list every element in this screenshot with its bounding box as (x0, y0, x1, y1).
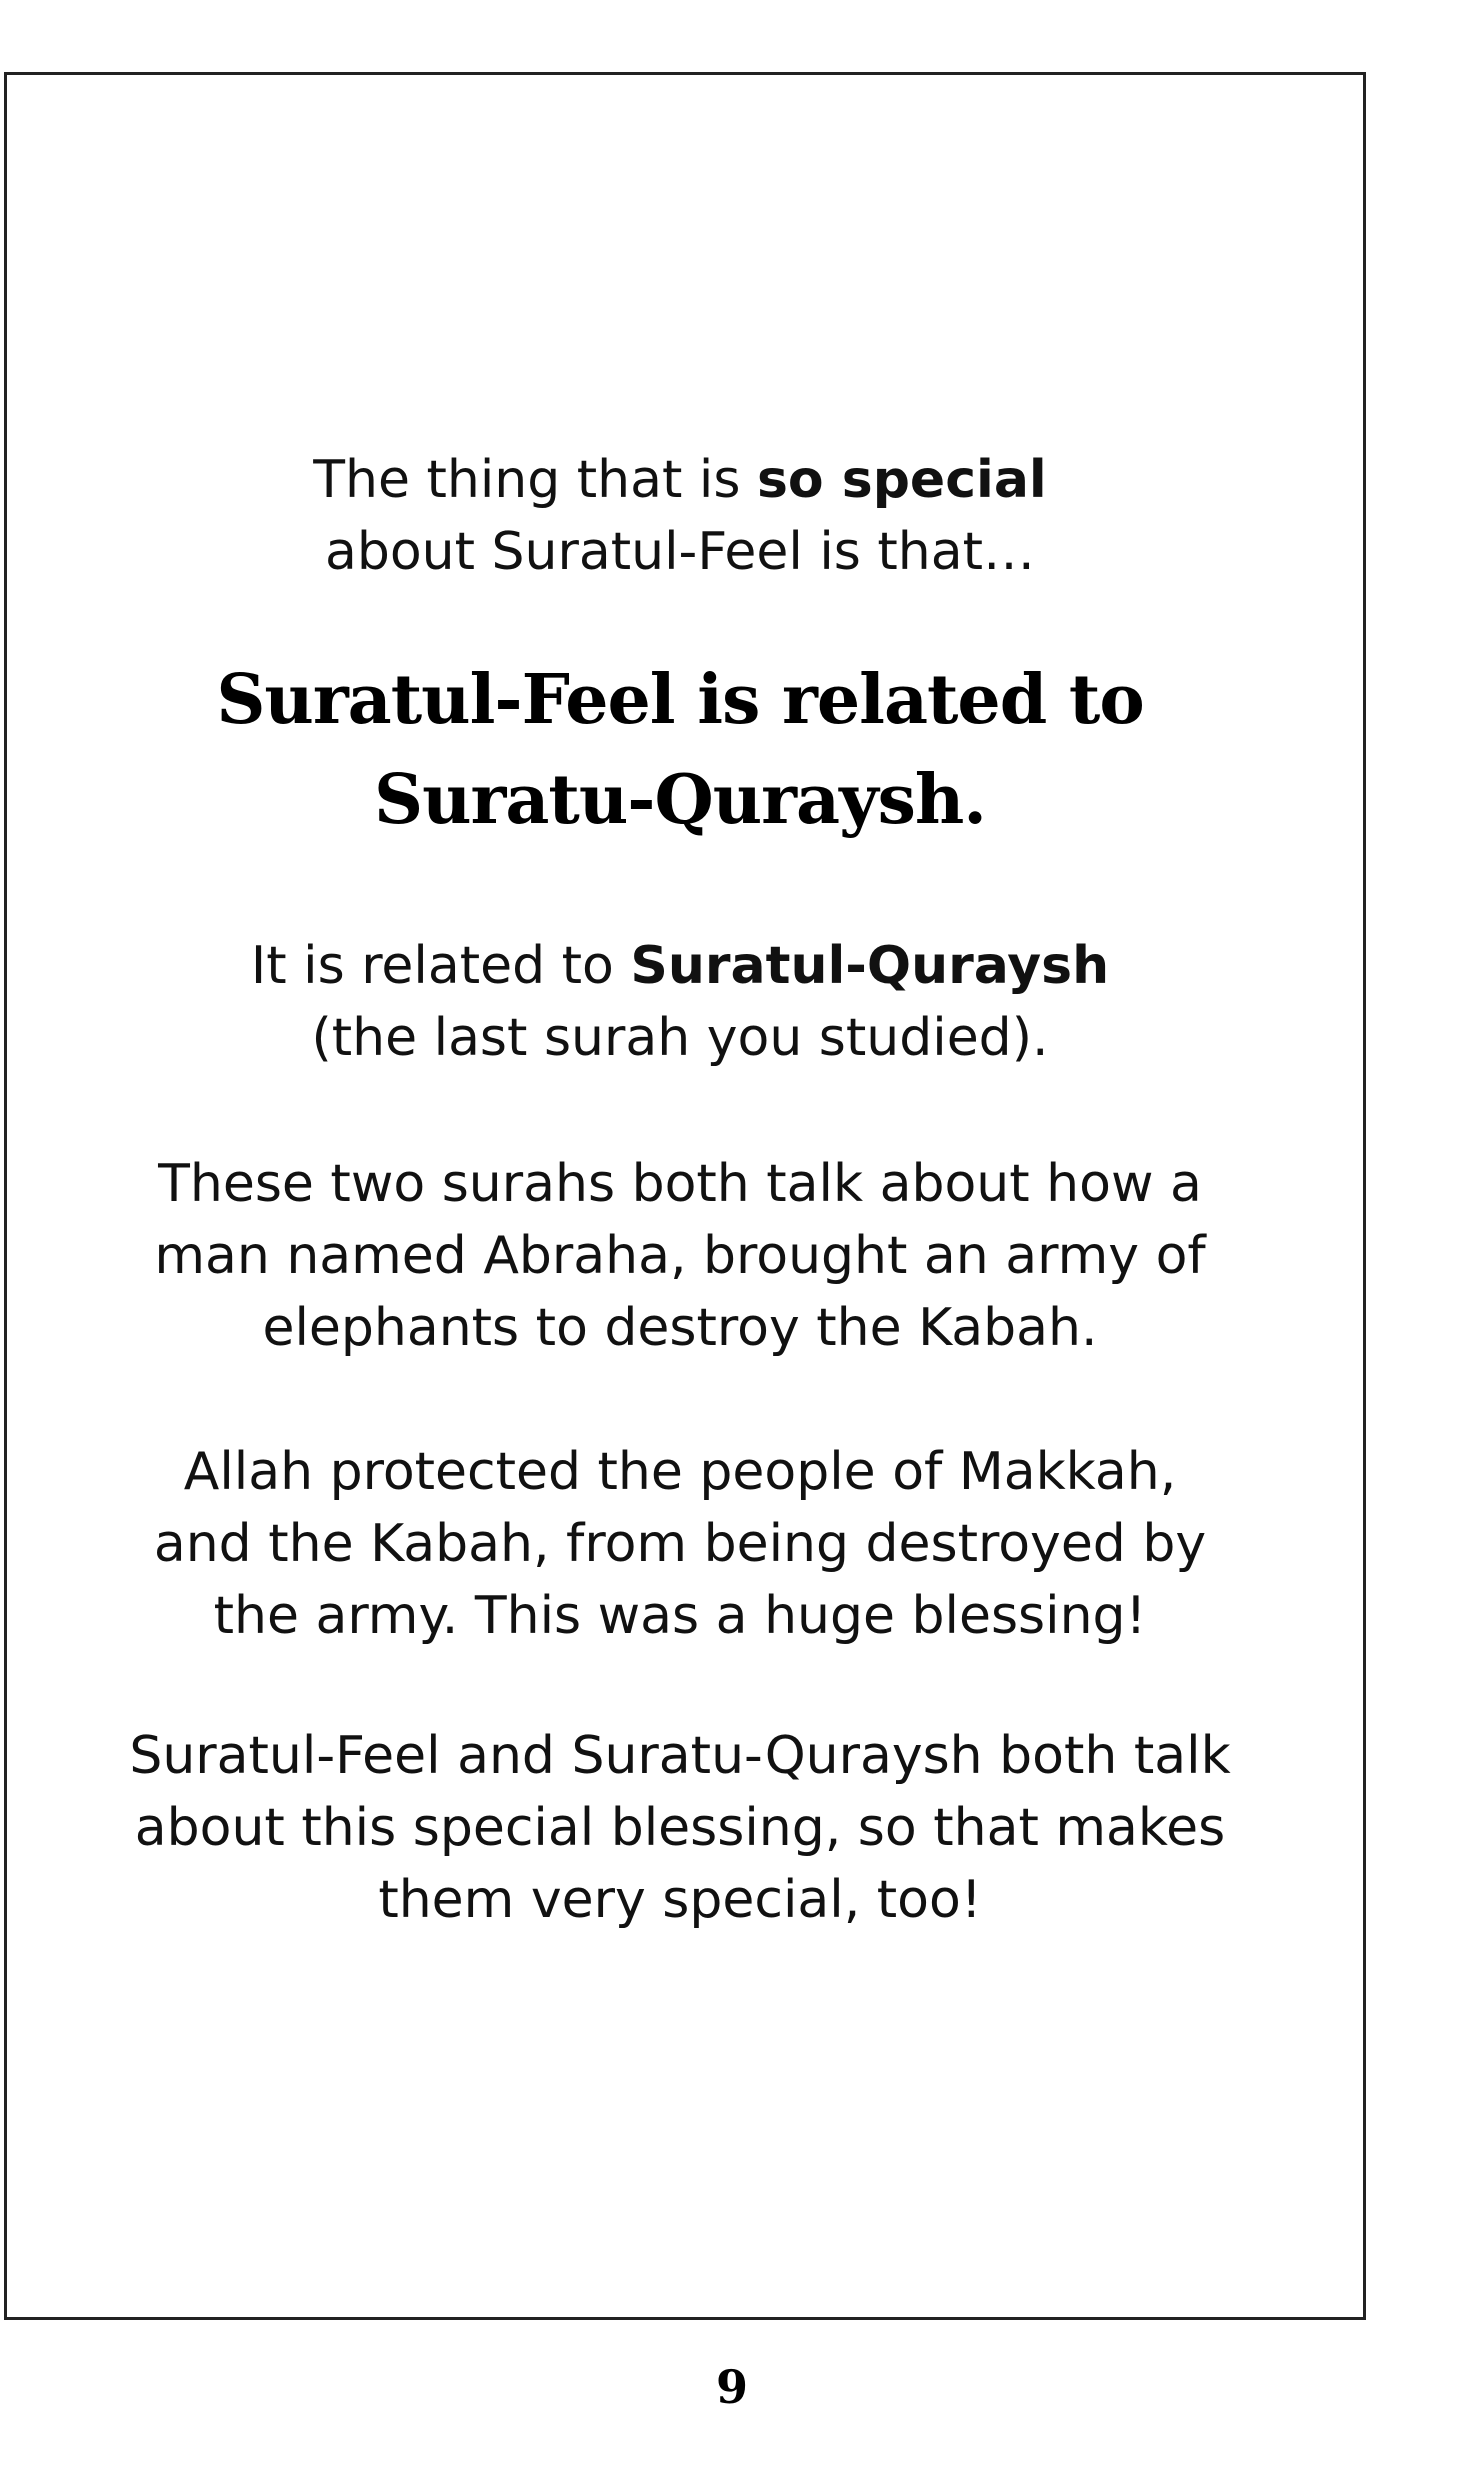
protection-line-3: the army. This was a huge blessing! (213, 1586, 1147, 1646)
blessing-paragraph (60, 1720, 1300, 1936)
protection-paragraph (60, 1436, 1300, 1652)
related-paragraph (60, 930, 1300, 1074)
blessing-line-1: Suratul-Feel and Suratu-Quraysh both talk (129, 1726, 1231, 1786)
page-number: 9 (715, 2360, 748, 2414)
intro-line-2: about Suratul-Feel is that… (324, 522, 1036, 582)
abraha-line-2: man named Abraha, brought an army of (154, 1226, 1206, 1286)
protection-line-2: and the Kabah, from being destroyed by (153, 1514, 1207, 1574)
abraha-line-1: These two surahs both talk about how a (158, 1154, 1202, 1214)
blessing-line-3: them very special, too! (378, 1870, 982, 1930)
related-line-1 (60, 930, 1300, 1002)
headline-line-2: Suratu-Quraysh. (374, 760, 986, 840)
intro-line-1-text: The thing that is (313, 450, 757, 510)
related-line-1-text: It is related to (250, 936, 631, 996)
headline-line-1: Suratul-Feel is related to (216, 660, 1144, 740)
related-line-2: (the last surah you studied). (311, 1008, 1049, 1068)
protection-line-1: Allah protected the people of Makkah, (183, 1442, 1177, 1502)
related-bold-text: Suratul-Quraysh (630, 936, 1110, 996)
intro-paragraph (60, 444, 1300, 588)
blessing-line-2: about this special blessing, so that makes (134, 1798, 1226, 1858)
intro-line-1 (60, 444, 1300, 516)
intro-bold-text: so special (756, 450, 1047, 510)
abraha-line-3: elephants to destroy the Kabah. (262, 1298, 1098, 1358)
abraha-paragraph (60, 1148, 1300, 1364)
headline (60, 650, 1300, 850)
